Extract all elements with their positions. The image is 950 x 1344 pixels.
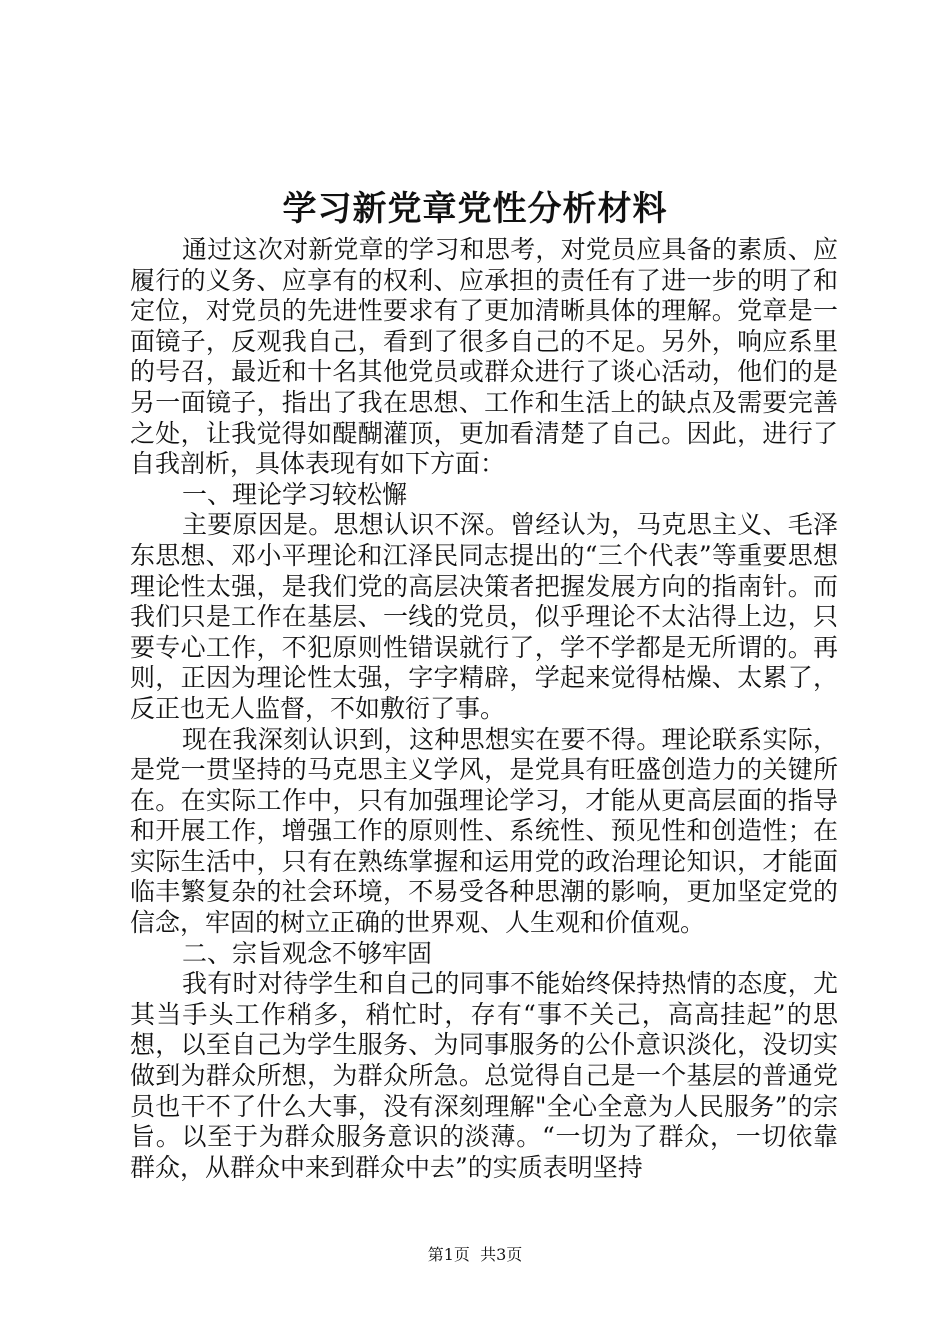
page-total: 共3页 <box>480 1245 523 1264</box>
section-heading-2: 二、宗旨观念不够牢固 <box>182 938 433 968</box>
document-title: 学习新党章党性分析材料 <box>282 189 668 229</box>
paragraph-intro: 通过这次对新党章的学习和思考，对党员应具备的素质、应履行的义务、应享有的权利、应承担的责任有了进一步的明了和定位，对党员的先进性要求有了更加清晰具体的理解。党章是一面镜子，反观我自己，看到了很多自己的不足。另外，响应系里的号召，最近和十名其他党员或群众进行了谈心活动，他们的是另一面镜子，指出了我在思想、工作和生活上的缺点及需要完善之处，让我觉得如醍醐灌顶，更加看清楚了自己。因此，进行了自我剖析，具体表现有如下方面： <box>130 235 838 479</box>
page-number: 第1页 <box>427 1245 470 1264</box>
footer-separator <box>470 1245 480 1264</box>
page-footer <box>0 1244 950 1266</box>
document-body <box>130 235 838 1183</box>
paragraph-reason: 主要原因是。思想认识不深。曾经认为，马克思主义、毛泽东思想、邓小平理论和江泽民同志提出的“三个代表”等重要思想理论性太强，是我们党的高层决策者把握发展方向的指南针。而我们只是工作在基层、一线的党员，似乎理论不太沾得上边，只要专心工作，不犯原则性错误就行了，学不学都是无所谓的。再则，正因为理论性太强，字字精辟，学起来觉得枯燥、太累了，反正也无人监督，不如敷衍了事。 <box>130 510 838 723</box>
paragraph-realization: 现在我深刻认识到，这种思想实在要不得。理论联系实际，是党一贯坚持的马克思主义学风，是党具有旺盛创造力的关键所在。在实际工作中，只有加强理论学习，才能从更高层面的指导和开展工作，增强工作的原则性、系统性、预见性和创造性；在实际生活中，只有在熟练掌握和运用党的政治理论知识，才能面临丰繁复杂的社会环境，不易受各种思潮的影响，更加坚定党的信念，牢固的树立正确的世界观、人生观和价值观。 <box>130 724 838 938</box>
section-heading-1: 一、理论学习较松懈 <box>182 479 408 509</box>
paragraph-service: 我有时对待学生和自己的同事不能始终保持热情的态度，尤其当手头工作稍多，稍忙时，存有“事不关己，高高挂起”的思想，以至自己为学生服务、为同事服务的公仆意识淡化，没切实做到为群众所想，为群众所急。总觉得自己是一个基层的普通党员也干不了什么大事，没有深刻理解"全心全意为人民服务”的宗旨。以至于为群众服务意识的淡薄。“一切为了群众，一切依靠群众，从群众中来到群众中去”的实质表明坚持 <box>130 969 838 1182</box>
